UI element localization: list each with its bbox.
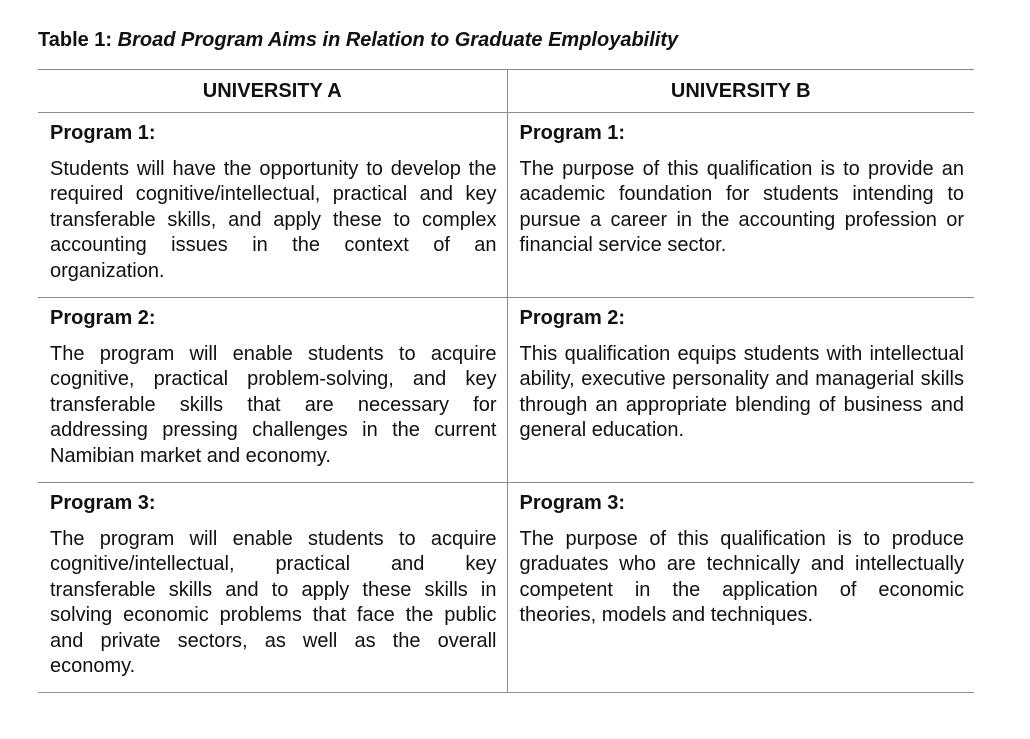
program-aims-table (38, 69, 974, 693)
table-cell-university-b-program-2 (507, 298, 974, 483)
table-cell-university-b-program-1 (507, 113, 974, 298)
table-cell-university-a-program-1 (38, 113, 507, 298)
header-row (38, 70, 974, 113)
program-description: The program will enable students to acquire cognitive/intellectual, practical and key transferable skills and to apply these skills in solving economic problems that face the public and private sectors, as well as the overall economy. (50, 527, 497, 677)
column-header-university-a: UNIVERSITY A (38, 70, 507, 113)
program-label: Program 2: (50, 307, 156, 329)
program-description: This qualification equips students with intellectual ability, executive personality and managerial skills through an appropriate blending of business and general education. (519, 342, 964, 441)
table-row (38, 113, 974, 298)
table-cell-university-a-program-2 (38, 298, 507, 483)
program-label: Program 1: (50, 122, 156, 144)
program-description: The purpose of this qualification is to provide an academic foundation for students intending to pursue a career in the accounting profession or financial service sector. (519, 157, 964, 256)
program-label: Program 1: (519, 122, 626, 144)
program-label: Program 3: (50, 492, 156, 514)
program-label: Program 3: (519, 492, 626, 514)
table-caption (38, 29, 678, 52)
program-label: Program 2: (519, 307, 626, 329)
program-description: Students will have the opportunity to develop the required cognitive/intellectual, practical and key transferable skills, and apply these to complex accounting issues in the context of an organization. (50, 157, 497, 282)
program-description: The purpose of this qualification is to produce graduates who are technically and intellectually competent in the application of economic theories, models and techniques. (519, 527, 964, 626)
caption-title: Broad Program Aims in Relation to Graduate Employability (117, 29, 679, 51)
table-cell-university-b-program-3 (507, 483, 974, 693)
caption-prefix: Table 1: (38, 29, 113, 51)
column-header-university-b: UNIVERSITY B (507, 70, 974, 113)
table-row (38, 483, 974, 693)
program-description: The program will enable students to acquire cognitive, practical problem-solving, and key transferable skills that are necessary for addressing pressing challenges in the current Namibian market and economy. (50, 342, 497, 467)
table-cell-university-a-program-3 (38, 483, 507, 693)
table-row (38, 298, 974, 483)
